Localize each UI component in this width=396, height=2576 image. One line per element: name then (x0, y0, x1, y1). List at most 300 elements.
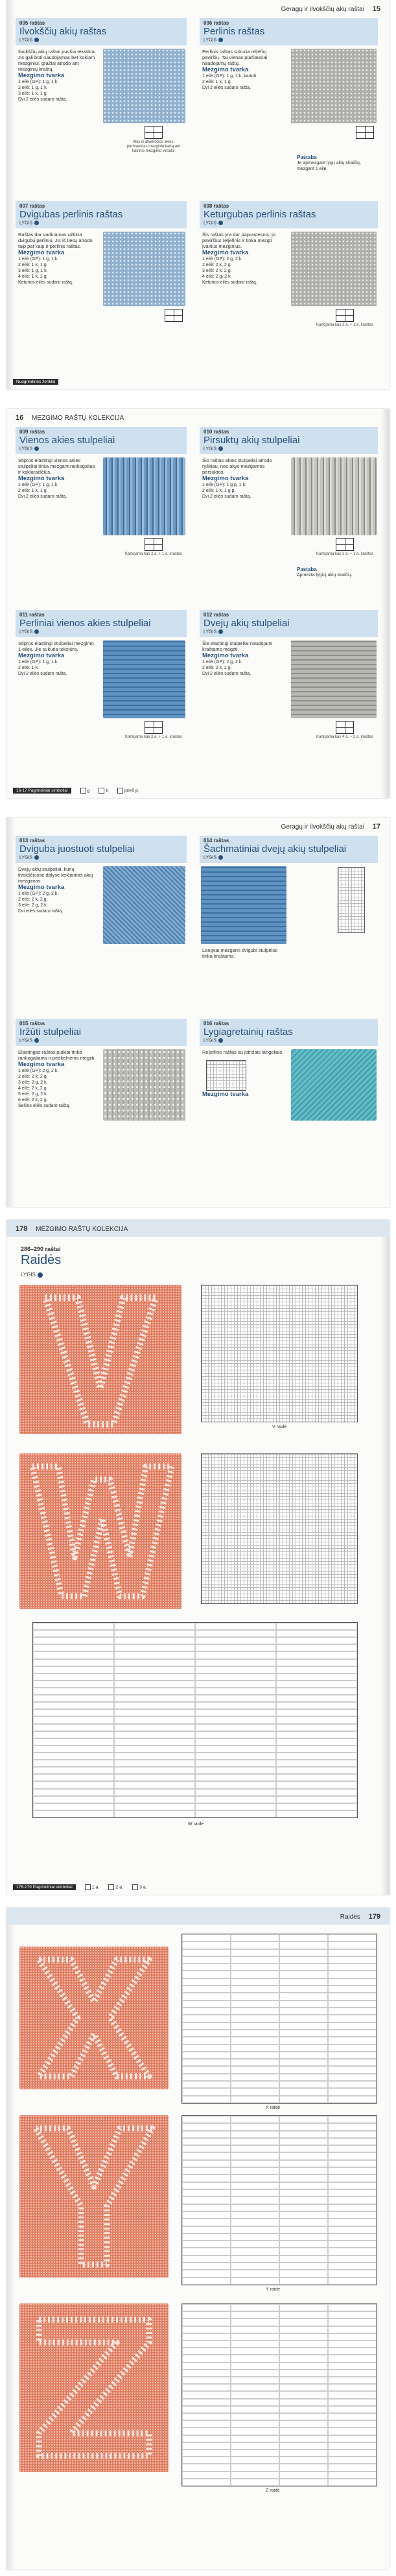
table-cell (182, 2413, 231, 2420)
level-indicator (204, 855, 374, 860)
table-cell (231, 2304, 279, 2311)
table-cell (182, 2052, 231, 2059)
table-cell (182, 2131, 231, 2138)
legend-item (99, 788, 108, 794)
method-row: 1 eilė (GP): 1 g p, 1 k. (202, 483, 247, 487)
page-number: 15 (372, 5, 380, 13)
level-dot-icon (218, 221, 223, 225)
table-cell (279, 2413, 328, 2420)
chart-caption: Kartojama kas 2 a. + 1 a. kraštas (125, 735, 182, 739)
knit-swatch-image (103, 1049, 185, 1121)
table-cell (182, 2008, 231, 2015)
table-cell (195, 1789, 276, 1796)
table-cell (195, 1681, 276, 1688)
level-dot-icon (218, 1038, 223, 1043)
knit-swatch-image (103, 49, 185, 123)
table-cell (182, 2233, 231, 2241)
table-cell (276, 1659, 357, 1666)
legend-square-icon (108, 1884, 114, 1890)
page-number: 17 (372, 823, 380, 831)
method-row: 2 eilė: 2 k, 2 g. (202, 263, 232, 267)
letter-swatch-w (19, 1453, 181, 1609)
table-cell (182, 2116, 231, 2123)
method-row: 6 eilė: 2 k, 2 g. (18, 1098, 48, 1102)
footer-label: 176-179 Pagrindiniai simboliai (13, 1884, 76, 1890)
level-indicator (21, 1272, 43, 1278)
table-cell (114, 1688, 195, 1695)
table-cell (182, 2059, 231, 2066)
legend-item (85, 1884, 100, 1890)
table-cell (279, 1993, 328, 2000)
table-cell (328, 2442, 377, 2449)
pattern-name: Dvigubas perlinis raštas (19, 209, 123, 220)
method-title: Mezgimo tvarka (18, 249, 65, 256)
table-cell (328, 1963, 377, 1971)
table-cell (182, 2472, 231, 2479)
table-cell (182, 2479, 231, 2486)
knit-swatch-image (103, 232, 185, 306)
letter-swatch-y (19, 2115, 169, 2278)
table-cell (231, 1934, 279, 1941)
method-row: 1 eilė (GP): 2 g, 2 k. (18, 892, 59, 896)
table-cell (195, 1745, 276, 1753)
level-indicator (204, 38, 374, 42)
table-cell (33, 1688, 114, 1695)
legend-label: prieš p. (124, 788, 139, 793)
table-cell (279, 2391, 328, 2398)
pattern-header (16, 1019, 187, 1046)
level-label: LYGIS (204, 38, 217, 43)
table-cell (279, 2233, 328, 2241)
table-cell (182, 2333, 231, 2340)
method-row: 2 eilė: 2 k, 2 g. (202, 666, 232, 670)
table-cell (231, 2399, 279, 2406)
knit-swatch-image (291, 1049, 377, 1121)
chart-caption: Kartojama kas 2 a. + 1 a. kraštas (316, 552, 373, 556)
page-179-letters (6, 1908, 390, 2570)
page-top-band (6, 1908, 390, 1925)
table-cell (276, 1637, 357, 1644)
method-row: Dvi 2 eilės sudaro raštą. (18, 494, 67, 499)
table-cell (276, 1738, 357, 1745)
table-cell (328, 2074, 377, 2081)
table-cell (182, 1986, 231, 1993)
table-cell (182, 2340, 231, 2348)
method-row: 1 eilė (GP): 2 g, 2 k. (18, 1069, 59, 1073)
table-cell (328, 2427, 377, 2435)
table-cell (182, 2152, 231, 2159)
table-cell (279, 2081, 328, 2088)
pattern-code: 286–290 raštai (21, 1246, 61, 1252)
chart-caption: Kartojama kas 2 a. + 1 a. kraštas (125, 552, 182, 556)
table-cell (182, 2348, 231, 2355)
level-dot-icon (38, 1272, 43, 1278)
page-number: 179 (368, 1913, 380, 1921)
level-indicator (19, 38, 183, 42)
table-cell (182, 2138, 231, 2145)
method-title: Mezgimo tvarka (202, 66, 249, 73)
table-cell (279, 2384, 328, 2391)
pattern-description: Reljefinis raštas su įstrižais langeliais. (202, 1049, 284, 1055)
footer-label: Nuogrindinės ženklai (13, 379, 58, 385)
table-cell (328, 2211, 377, 2218)
table-cell (195, 1630, 276, 1637)
method-row: 3 eilė: 1 g, 1 k. (18, 269, 48, 273)
table-cell (195, 1702, 276, 1709)
table-cell (279, 2472, 328, 2479)
page-16 (6, 409, 390, 798)
table-cell (114, 1666, 195, 1673)
note-text: Je apmezgant lygų akių skaičių, mezgant 1 eilę. (297, 161, 361, 171)
table-cell (328, 2045, 377, 2052)
table-cell (328, 2457, 377, 2464)
table-cell (33, 1745, 114, 1753)
table-cell (276, 1731, 357, 1738)
table-cell (182, 2248, 231, 2255)
table-cell (231, 2182, 279, 2189)
table-cell (182, 2174, 231, 2181)
table-cell (328, 2318, 377, 2326)
table-cell (182, 2304, 231, 2311)
table-cell (231, 2333, 279, 2340)
footer-label: 16-17 Pagrindiniai simboliai (13, 788, 71, 794)
table-cell (279, 2406, 328, 2413)
table-cell (276, 1767, 357, 1774)
table-cell (276, 1623, 357, 1630)
table-cell (231, 2355, 279, 2362)
table-cell (114, 1695, 195, 1702)
table-cell (279, 2088, 328, 2095)
table-cell (182, 2241, 231, 2248)
running-head-text: Geragų ir ilvokščių akų raštai (281, 823, 364, 831)
knit-swatch-image (201, 866, 286, 944)
table-cell (231, 2427, 279, 2435)
table-cell (231, 1978, 279, 1986)
table-cell (328, 2326, 377, 2333)
table-cell (279, 2196, 328, 2204)
table-cell (328, 2363, 377, 2370)
chart-grid-icon (145, 721, 163, 734)
legend-label: 1 a. (91, 1884, 100, 1889)
table-cell (231, 2081, 279, 2088)
level-label: LYGIS (204, 446, 217, 452)
level-indicator (19, 1038, 183, 1043)
table-cell (182, 2399, 231, 2406)
table-cell (182, 1963, 231, 1971)
table-cell (182, 2189, 231, 2196)
table-cell (182, 2442, 231, 2449)
table-cell (33, 1623, 114, 1630)
table-cell (231, 2384, 279, 2391)
table-cell (328, 2000, 377, 2008)
level-label: LYGIS (19, 629, 33, 635)
page-17 (6, 818, 390, 1207)
table-cell (276, 1803, 357, 1810)
table-cell (231, 2189, 279, 2196)
legend-item (80, 788, 90, 794)
table-cell (279, 2059, 328, 2066)
table-cell (328, 1971, 377, 1978)
table-cell (33, 1753, 114, 1760)
letter-w-shape (19, 1453, 181, 1609)
table-cell (231, 2000, 279, 2008)
table-cell (231, 2045, 279, 2052)
table-cell (33, 1774, 114, 1781)
table-cell (114, 1651, 195, 1659)
table-cell (279, 2333, 328, 2340)
table-cell (328, 2204, 377, 2211)
table-cell (328, 2116, 377, 2123)
table-cell (279, 2270, 328, 2277)
table-cell (195, 1796, 276, 1803)
table-cell (114, 1623, 195, 1630)
chart-grid-icon (145, 126, 163, 139)
table-cell (279, 1934, 328, 1941)
table-cell (231, 2278, 279, 2285)
table-cell (195, 1810, 276, 1817)
table-cell (279, 2420, 328, 2427)
pattern-description: Stiprūs elastingi stulpeliai mezgimo 1 eilės. Jie sukuria tekstūrą. (18, 640, 94, 652)
note-title: Pastaba (297, 154, 317, 160)
pattern-card (16, 427, 187, 599)
level-indicator (204, 1038, 374, 1043)
pattern-name: Pirsuktų akių stulpeliai (204, 435, 300, 446)
table-cell (33, 1789, 114, 1796)
table-cell (231, 2311, 279, 2318)
pattern-description: Raštas dar vadinamas užtikta dvigubu perliniu. Jis iš tiesų atrodo taip pat kaip ir perlinis raštas. (18, 232, 93, 249)
table-cell (33, 1760, 114, 1767)
table-cell (114, 1803, 195, 1810)
table-cell (182, 2096, 231, 2103)
pattern-code: 005 raštas (19, 20, 45, 26)
table-cell (114, 1709, 195, 1716)
table-cell (279, 2340, 328, 2348)
table-cell (279, 1956, 328, 1963)
row-instructions-table (181, 2115, 377, 2285)
table-cell (231, 2152, 279, 2159)
pattern-description: Ilvokščių akių raštai puošia tekstūra. Jis gali būti naudojamas bet kokiam mezginiui, gražiai atrodo ant mezginių kraštų. (18, 49, 97, 72)
table-cell (195, 1767, 276, 1774)
pattern-code: 008 raštas (204, 203, 229, 209)
legend-square-icon (132, 1884, 138, 1890)
letter-x-shape (19, 1947, 169, 2089)
table-cell (328, 2472, 377, 2479)
table-cell (195, 1803, 276, 1810)
level-label: LYGIS (204, 1038, 217, 1043)
table-cell (231, 2074, 279, 2081)
pattern-card (200, 610, 378, 782)
level-dot-icon (34, 38, 39, 42)
table-cell (279, 1971, 328, 1978)
pattern-card (16, 610, 187, 782)
legend-item (117, 788, 139, 794)
table-cell (182, 2218, 231, 2226)
pattern-title-block (21, 1246, 61, 1280)
method-title: Mezgimo tvarka (202, 1091, 249, 1098)
running-head-text: Raidės (340, 1914, 360, 1921)
table-cell (33, 1810, 114, 1817)
table-cell (279, 2427, 328, 2435)
page-gutter (6, 0, 16, 389)
table-cell (182, 2384, 231, 2391)
pattern-name: Lygiagretainių raštas (204, 1027, 293, 1038)
table-cell (276, 1709, 357, 1716)
knit-swatch-image (291, 457, 377, 535)
table-cell (182, 2023, 231, 2030)
method-row: 2 eilė: 1 g, 1 k. (18, 86, 48, 90)
table-cell (279, 2248, 328, 2255)
table-cell (33, 1724, 114, 1731)
level-label: LYGIS (19, 446, 33, 452)
knit-swatch-image (103, 866, 185, 944)
table-cell (279, 2304, 328, 2311)
row-instructions-table (181, 2303, 377, 2486)
stitch-chart-grid (338, 867, 365, 933)
running-head (281, 5, 380, 13)
table-cell (279, 1978, 328, 1986)
knit-swatch-image (291, 640, 377, 718)
table-cell (328, 2391, 377, 2398)
table-cell (328, 2241, 377, 2248)
table-cell (195, 1623, 276, 1630)
page-gutter (6, 1908, 16, 2570)
table-cell (195, 1659, 276, 1666)
page-gutter (6, 818, 16, 1207)
chart-grid-icon (336, 309, 354, 322)
table-cell (195, 1760, 276, 1767)
running-head (16, 414, 124, 422)
method-block (202, 652, 292, 677)
table-cell (182, 2263, 231, 2270)
pattern-description: Perlinis raštas sukuria reljefinį paviršių. Tai vienas plačiausiai naudojamų raštų. (202, 49, 268, 66)
knit-swatch-image (103, 640, 185, 718)
method-row: Dvi 2 eilės sudaro raštą. (202, 494, 251, 499)
table-cell (182, 2427, 231, 2435)
table-cell (182, 2326, 231, 2333)
pattern-description: Šio raštas akies stulpeliai atrodo ryškiau, nes akys mezgamos persuktos. (202, 457, 272, 475)
method-block (18, 884, 104, 914)
pattern-card (16, 18, 187, 190)
letter-swatch-x (19, 1947, 169, 2089)
table-cell (231, 2248, 279, 2255)
letter-chart-w (201, 1453, 358, 1604)
table-cell (195, 1637, 276, 1644)
table-cell (182, 2449, 231, 2457)
pattern-header (200, 1019, 378, 1046)
table-cell (328, 2218, 377, 2226)
table-cell (328, 2189, 377, 2196)
table-cell (231, 2138, 279, 2145)
table-cell (328, 2384, 377, 2391)
stitch-chart (316, 538, 374, 557)
note-text: Apmezta lyginį akių skaičių. (297, 573, 353, 577)
level-indicator (19, 855, 183, 860)
table-cell (276, 1673, 357, 1681)
method-row: 2 eilė: 2 k, 2 g. (18, 897, 48, 902)
stitch-chart (316, 721, 374, 740)
table-cell (195, 1688, 276, 1695)
method-row: 2 eilė: 1 k, 1 g. (202, 80, 232, 84)
table-cell (279, 2160, 328, 2167)
table-cell (114, 1724, 195, 1731)
table-cell (328, 2226, 377, 2233)
method-row: 4 eilė: 2 k, 2 g. (18, 1086, 48, 1091)
method-title: Mezgimo tvarka (18, 475, 65, 482)
table-cell (279, 2189, 328, 2196)
running-head-text: MEZGIMO RAŠTŲ KOLEKCIJA (32, 415, 124, 422)
table-cell (33, 1702, 114, 1709)
chart-grid-icon (165, 309, 183, 322)
method-row: 1 eilė (GP): 2 g, 2 k. (202, 660, 243, 664)
table-cell (33, 1796, 114, 1803)
table-cell (279, 2464, 328, 2471)
table-cell (33, 1651, 114, 1659)
running-head-text: MEZGIMO RAŠTŲ KOLEKCIJA (36, 1226, 128, 1233)
method-block (18, 72, 104, 103)
table-cell (182, 2196, 231, 2204)
table-cell (276, 1630, 357, 1637)
page-number: 16 (16, 414, 24, 422)
pattern-name: Perlinis raštas (204, 26, 265, 37)
method-row: Dvi 2 eilės sudaro raštą. (18, 97, 67, 102)
level-dot-icon (34, 855, 39, 860)
pattern-code: 012 raštas (204, 612, 229, 618)
table-cell (182, 2355, 231, 2362)
letter-chart-v (201, 1285, 358, 1422)
table-cell (279, 2037, 328, 2044)
table-cell (276, 1695, 357, 1702)
row-instructions-table (32, 1622, 358, 1818)
table-cell (182, 2081, 231, 2088)
table-cell (328, 2182, 377, 2189)
table-cell (279, 2182, 328, 2189)
table-cell (328, 1934, 377, 1941)
note-block (297, 566, 371, 578)
table-cell (182, 2311, 231, 2318)
legend-item (108, 1884, 123, 1890)
level-indicator (19, 629, 183, 634)
table-cell (328, 2255, 377, 2263)
method-title: Mezgimo tvarka (202, 652, 249, 659)
table-cell (276, 1666, 357, 1673)
table-cell (328, 1949, 377, 1956)
table-cell (182, 2160, 231, 2167)
pattern-name: Iržūti stulpeliai (19, 1027, 82, 1038)
table-cell (279, 2008, 328, 2015)
legend-label: g (87, 788, 90, 793)
table-cell (328, 2370, 377, 2377)
stitch-chart (124, 721, 183, 740)
table-cell (182, 2015, 231, 2022)
table-cell (279, 2218, 328, 2226)
level-dot-icon (34, 629, 39, 634)
chart-caption: Akis iš atvirkščios akies, perbrauktas mezginio kartą ant kairinio mezgimo virbalo. (126, 140, 181, 153)
table-cell (231, 2167, 279, 2174)
table-cell (182, 2030, 231, 2037)
table-cell (328, 2413, 377, 2420)
table-cell (231, 2420, 279, 2427)
table-cell (182, 2037, 231, 2044)
table-cell (231, 2204, 279, 2211)
table-cell (279, 2174, 328, 2181)
table-cell (328, 2479, 377, 2486)
table-cell (328, 2167, 377, 2174)
table-cell (231, 2472, 279, 2479)
table-cell (231, 1963, 279, 1971)
table-cell (231, 1986, 279, 1993)
chart-caption: X raidė (266, 2106, 281, 2110)
chart-grid-icon (336, 538, 354, 551)
